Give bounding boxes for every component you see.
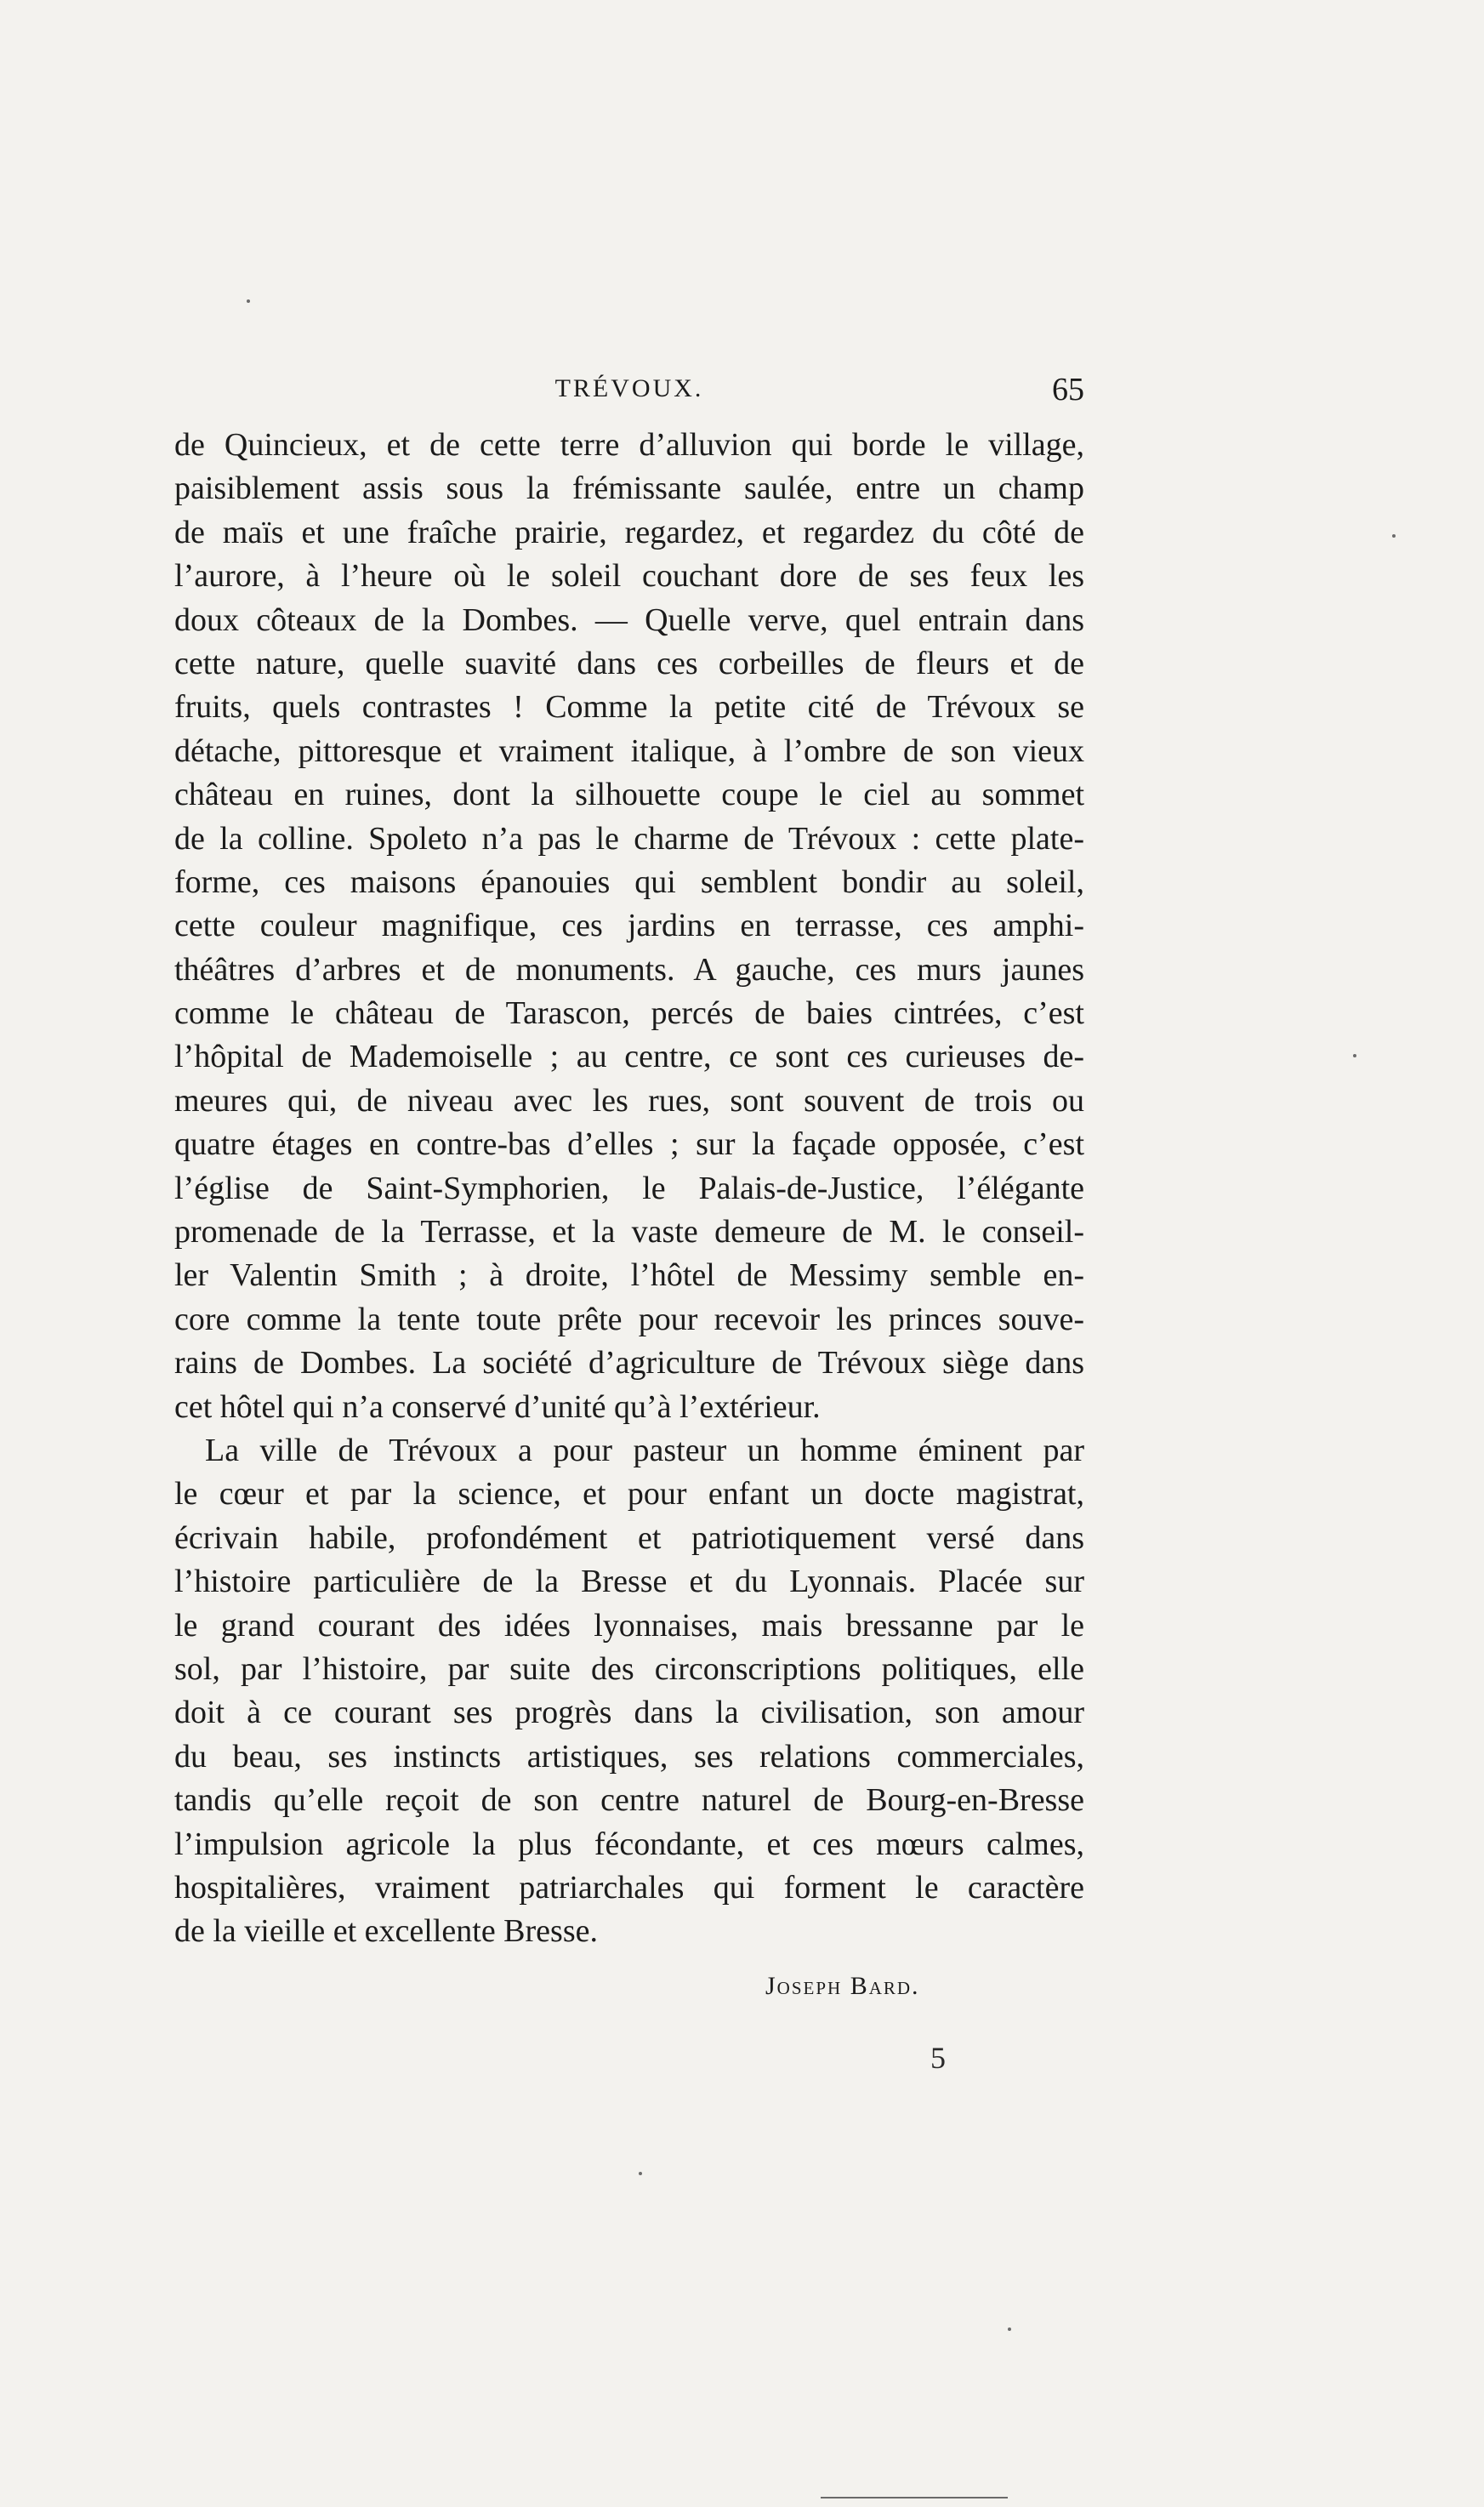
running-head: [174, 371, 1084, 413]
text-line: de la colline. Spoleto n’a pas le charme de Trévoux : cette plate-: [174, 820, 1084, 857]
text-line: de maïs et une fraîche prairie, regardez, et regardez du côté de: [174, 514, 1084, 550]
text-line: forme, ces maisons épanouies qui semblent bondir au soleil,: [174, 863, 1084, 900]
text-line: l’impulsion agricole la plus fécondante, et ces mœurs calmes,: [174, 1826, 1084, 1862]
body-text: [174, 424, 1084, 1954]
text-line: doux côteaux de la Dombes. — Quelle verve, quel entrain dans: [174, 601, 1084, 638]
text-line: quatre étages en contre-bas d’elles ; sur la façade opposée, c’est: [174, 1126, 1084, 1163]
text-line: détache, pittoresque et vraiment italique, à l’ombre de son vieux: [174, 732, 1084, 769]
text-line: le grand courant des idées lyonnaises, mais bressanne par le: [174, 1607, 1084, 1644]
text-line: comme le château de Tarascon, percés de baies cintrées, c’est: [174, 995, 1084, 1032]
text-line: cette couleur magnifique, ces jardins en terrasse, ces amphi-: [174, 908, 1084, 944]
paragraph-1: [174, 424, 1084, 1429]
text-line: tandis qu’elle reçoit de son centre naturel de Bourg-en-Bresse: [174, 1782, 1084, 1819]
scan-speck: [247, 299, 250, 303]
text-line: l’église de Saint-Symphorien, le Palais-de-Justice, l’élégante: [174, 1170, 1084, 1206]
text-line: meures qui, de niveau avec les rues, sont souvent de trois ou: [174, 1082, 1084, 1119]
signature-mark: 5: [930, 2041, 946, 2075]
text-line: écrivain habile, profondément et patriotiquement versé dans: [174, 1519, 1084, 1556]
page-number: 65: [1052, 372, 1084, 407]
text-line: du beau, ses instincts artistiques, ses relations commerciales,: [174, 1738, 1084, 1775]
text-line: le cœur et par la science, et pour enfant un docte magistrat,: [174, 1476, 1084, 1513]
text-line: théâtres d’arbres et de monuments. A gauche, ces murs jaunes: [174, 951, 1084, 988]
paragraph-2: [174, 1429, 1084, 1954]
scan-speck: [1353, 1054, 1356, 1057]
text-line: l’histoire particulière de la Bresse et du Lyonnais. Placée sur: [174, 1564, 1084, 1600]
author-signature: Joseph Bard.: [765, 1972, 920, 2000]
running-title: TRÉVOUX.: [554, 374, 704, 402]
text-line: fruits, quels contrastes ! Comme la petite cité de Trévoux se: [174, 689, 1084, 726]
text-line: doit à ce courant ses progrès dans la civilisation, son amour: [174, 1695, 1084, 1731]
scan-speck: [1008, 2328, 1011, 2331]
text-line: ler Valentin Smith ; à droite, l’hôtel de Messimy semble en-: [174, 1257, 1084, 1294]
text-line: hospitalières, vraiment patriarchales qui forment le caractère: [174, 1869, 1084, 1906]
bottom-rule: [821, 2497, 1008, 2498]
text-line: core comme la tente toute prête pour recevoir les princes souve-: [174, 1301, 1084, 1337]
text-line: sol, par l’histoire, par suite des circonscriptions politiques, elle: [174, 1650, 1084, 1687]
text-line: La ville de Trévoux a pour pasteur un homme éminent par: [205, 1432, 1084, 1468]
scan-speck: [1392, 534, 1396, 538]
scan-speck: [639, 2172, 642, 2175]
text-line: de Quincieux, et de cette terre d’alluvion qui borde le village,: [174, 427, 1084, 463]
text-line: l’hôpital de Mademoiselle ; au centre, ce sont ces curieuses de-: [174, 1039, 1084, 1075]
text-line: cet hôtel qui n’a conservé d’unité qu’à l’extérieur.: [174, 1388, 821, 1425]
text-line: cette nature, quelle suavité dans ces corbeilles de fleurs et de: [174, 645, 1084, 681]
text-line: de la vieille et excellente Bresse.: [174, 1913, 598, 1950]
text-line: paisiblement assis sous la frémissante saulée, entre un champ: [174, 470, 1084, 507]
text-line: l’aurore, à l’heure où le soleil couchant dore de ses feux les: [174, 558, 1084, 595]
text-line: promenade de la Terrasse, et la vaste demeure de M. le conseil-: [174, 1214, 1084, 1251]
text-line: rains de Dombes. La société d’agriculture de Trévoux siège dans: [174, 1345, 1084, 1382]
text-line: château en ruines, dont la silhouette coupe le ciel au sommet: [174, 777, 1084, 813]
